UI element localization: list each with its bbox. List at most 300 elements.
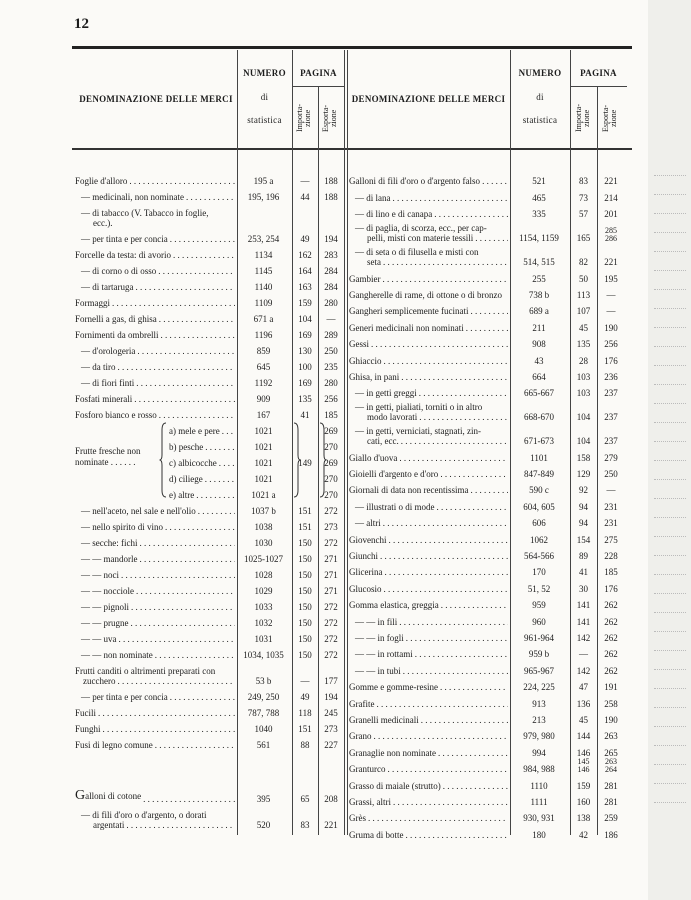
table-row <box>349 422 625 446</box>
item-name <box>75 394 235 404</box>
page-edge-line <box>654 346 686 348</box>
export-page-cell: 185 <box>604 567 618 578</box>
table-row <box>75 292 344 308</box>
numero-cell: 253, 254 <box>247 234 280 244</box>
name-line-2-text: modo lavorati <box>367 412 418 423</box>
fruit-group <box>75 420 344 500</box>
item-name <box>349 567 508 577</box>
dot-leader <box>387 535 509 545</box>
table-row <box>349 709 625 725</box>
item-name <box>349 682 508 692</box>
import-page-cell: — <box>300 176 310 186</box>
numero-cell: 195 a <box>253 176 274 186</box>
dot-leader <box>96 708 235 718</box>
export-page-cell: 272 <box>324 602 338 612</box>
page-edge-line <box>654 802 686 804</box>
table-row <box>75 734 344 750</box>
import-page-cell: 49 <box>300 234 310 244</box>
export-page-cell: 177 <box>324 676 338 686</box>
dot-leader <box>135 346 235 356</box>
dot-leader <box>468 306 508 316</box>
numero-cell: 180 <box>532 829 546 840</box>
right-index-column <box>349 170 625 840</box>
import-page-cell: 135 <box>298 394 312 404</box>
page-edge-line <box>654 441 686 443</box>
name-line-2 <box>355 257 508 267</box>
table-row <box>75 718 344 734</box>
dot-leader <box>116 362 236 372</box>
numero-cell: 961-964 <box>524 632 554 643</box>
page-edge-line <box>654 403 686 405</box>
item-name <box>349 306 508 316</box>
table-row <box>75 548 344 564</box>
initial-capital: G <box>75 788 86 803</box>
item-name-text: b) pesche <box>169 442 204 452</box>
item-name-text: — — in tubi <box>355 665 401 676</box>
table-row <box>75 702 344 718</box>
export-page-cell: 221 <box>604 176 618 187</box>
table-row <box>75 596 344 612</box>
page-edge-line <box>654 688 686 690</box>
item-name-text: — di fiori finti <box>81 378 135 388</box>
item-name <box>75 506 235 516</box>
dot-leader <box>369 339 508 349</box>
import-page-cell-stack <box>570 758 597 774</box>
item-name-text: Gioielli d'argento e d'oro <box>349 469 439 480</box>
dot-leader <box>464 323 508 333</box>
dot-leader <box>101 724 235 734</box>
import-page-cell: 129 <box>576 469 591 480</box>
table-row <box>349 643 625 659</box>
name-line-1: Frutti canditi o altrimenti preparati con <box>75 666 216 676</box>
export-page-cell: 256 <box>324 394 338 404</box>
import-page-cell: 94 <box>579 518 588 529</box>
numero-cell: 979, 980 <box>523 731 555 742</box>
brace-icon <box>159 422 167 498</box>
import-page-cell: 89 <box>579 551 588 562</box>
header-pagina-right: PAGINA <box>580 68 617 78</box>
item-name-text: — di lana <box>355 192 391 203</box>
item-name <box>349 402 508 422</box>
export-page-cell: 258 <box>604 698 618 709</box>
item-name <box>349 290 508 300</box>
name-line-2-text: pelli, misti con materie tessili <box>367 233 474 244</box>
item-name <box>349 426 508 446</box>
export-page-cell: 191 <box>604 682 618 693</box>
page-edge-line <box>654 422 686 424</box>
export-page-cell: 262 <box>604 600 618 611</box>
import-page-cell <box>570 758 597 774</box>
numero-cell: 211 <box>532 322 546 333</box>
export-page-cell: 271 <box>324 554 338 564</box>
import-page-cell: 45 <box>579 322 588 333</box>
export-page-cell: 262 <box>604 665 618 676</box>
import-page-cell: 159 <box>576 780 591 791</box>
import-page-cell: 28 <box>579 355 588 366</box>
import-page-cell: 104 <box>576 436 591 447</box>
page-edge-line <box>654 726 686 728</box>
page-edge-line <box>654 175 686 177</box>
item-name <box>349 502 508 512</box>
numero-cell: 465 <box>532 192 546 203</box>
numero-cell: 1021 <box>254 474 273 484</box>
export-page-cell: 194 <box>324 692 338 702</box>
page-edge-line <box>654 365 686 367</box>
item-name-text: Gangherelle di rame, di ottone o di bronzo <box>349 289 502 300</box>
import-page-cell: 169 <box>298 330 312 340</box>
import-page-cell: 113 <box>576 289 591 300</box>
import-page-cell: 144 <box>576 731 591 742</box>
export-page-cell: 270 <box>324 490 338 500</box>
import-page-cell: 103 <box>576 371 591 382</box>
export-page-cell: 272 <box>324 634 338 644</box>
item-name-text: Gruma di botte <box>349 829 404 840</box>
item-name-text: Grès <box>349 813 366 824</box>
page-edge-line <box>654 783 686 785</box>
page-edge-line <box>654 574 686 576</box>
export-page-cell: 262 <box>604 649 618 660</box>
export-page-cell: 227 <box>324 740 338 750</box>
numero-cell: 606 <box>532 518 546 529</box>
import-page-cell: 149 <box>298 458 312 468</box>
numero-cell: 1109 <box>254 298 273 308</box>
page-edge-line <box>654 460 686 462</box>
dot-leader <box>203 474 235 484</box>
numero-cell: 51, 52 <box>527 583 551 594</box>
dot-leader <box>397 617 508 627</box>
item-name <box>349 666 508 676</box>
export-page-cell-stack <box>597 758 625 774</box>
export-page-cell: 190 <box>604 714 618 725</box>
item-name <box>169 490 235 500</box>
numero-cell: 255 <box>532 273 546 284</box>
export-page-cell: 214 <box>604 192 618 203</box>
dot-leader <box>419 715 508 725</box>
item-name <box>75 330 235 340</box>
import-page-cell: 44 <box>300 192 310 202</box>
item-name-text: — di corno o di osso <box>81 266 157 276</box>
item-name <box>349 617 508 627</box>
item-name-text: Gomma elastica, greggia <box>349 600 439 611</box>
item-name-text: — nello spirito di vino <box>81 522 163 532</box>
export-page-cell: 228 <box>604 551 618 562</box>
page-edge-line <box>654 327 686 329</box>
export-page-cell <box>597 227 625 243</box>
numero-cell: 564-566 <box>524 551 554 562</box>
dot-leader <box>381 518 508 528</box>
dot-leader <box>381 257 508 267</box>
page-edge-line <box>654 669 686 671</box>
table-row <box>349 774 625 790</box>
item-name-text: Grafite <box>349 698 375 709</box>
import-page-cell: 45 <box>579 714 588 725</box>
item-name-text: — medicinali, non nominate <box>81 192 184 202</box>
export-page-cell: 275 <box>604 534 618 545</box>
table-row <box>349 495 625 511</box>
import-page-cell: 146 <box>576 747 591 758</box>
dot-leader <box>438 682 508 692</box>
table-row <box>349 267 625 283</box>
export-page-cell: 281 <box>604 780 618 791</box>
table-row <box>75 516 344 532</box>
table-row <box>75 356 344 372</box>
table-row <box>75 260 344 276</box>
numero-cell: 994 <box>532 747 546 758</box>
item-name-text: — da tiro <box>81 362 116 372</box>
adjacent-page-edge <box>648 0 691 900</box>
import-page-cell: 150 <box>298 650 312 660</box>
numero-cell: 984, 988 <box>523 764 555 775</box>
numero-cell: 847-849 <box>524 469 554 480</box>
numero-cell: 514, 515 <box>523 257 555 268</box>
table-row <box>349 349 625 365</box>
page-edge-line <box>654 232 686 234</box>
dot-leader <box>391 797 508 807</box>
name-line-1: — di seta o di filusella e misti con <box>355 247 479 258</box>
dot-leader <box>157 410 235 420</box>
dot-leader <box>417 388 508 398</box>
import-page-cell: 151 <box>298 522 312 532</box>
item-name <box>349 339 508 349</box>
export-page-cell: 221 <box>604 257 618 268</box>
table-row <box>75 404 344 420</box>
item-name <box>75 634 235 644</box>
table-row <box>349 528 625 544</box>
table-row <box>349 594 625 610</box>
table-row <box>349 203 625 219</box>
dot-leader <box>129 602 235 612</box>
import-page-cell: 73 <box>579 192 588 203</box>
name-line-1: — di tabacco (V. Tabacco in foglie, <box>81 208 209 218</box>
brace-icon <box>293 422 301 498</box>
page-edge-line <box>654 308 686 310</box>
dot-leader <box>401 666 508 676</box>
import-page-cell: 42 <box>579 829 588 840</box>
item-name-text: — illustrati o di mode <box>355 501 435 512</box>
table-row <box>349 692 625 708</box>
import-page-cell: 162 <box>298 250 312 260</box>
import-page-cell: 158 <box>576 452 591 463</box>
header-esportazione-left: Esporta- zione <box>321 104 338 132</box>
export-page-cell: 269 <box>324 426 338 436</box>
table-row <box>75 420 344 436</box>
name-line-2 <box>355 436 508 446</box>
item-name-text: Galloni di fili d'oro o d'argento falso <box>349 176 481 187</box>
table-row <box>75 308 344 324</box>
table-row <box>75 484 344 500</box>
page-edge-line <box>654 650 686 652</box>
item-name <box>349 518 508 528</box>
numero-cell: 561 <box>256 740 271 750</box>
export-page-cell: 237 <box>604 412 618 423</box>
item-name-text: Giovenchi <box>349 534 387 545</box>
name-line-2-text: seta <box>367 257 381 268</box>
item-name-text: — di tartaruga <box>81 282 134 292</box>
import-page-cell: 142 <box>576 632 591 643</box>
item-name <box>75 692 235 702</box>
table-row <box>75 500 344 516</box>
header-numero-left: NUMERO <box>243 68 286 78</box>
item-name <box>349 813 508 823</box>
numero-cell: 1110 <box>530 780 548 791</box>
export-page-cell: 279 <box>604 452 618 463</box>
item-name <box>349 699 508 709</box>
item-name-text: — — pignoli <box>81 602 130 612</box>
table-row <box>75 612 344 628</box>
dot-leader <box>435 502 509 512</box>
name-line-2 <box>81 218 235 228</box>
item-name <box>349 633 508 643</box>
dot-leader <box>171 250 235 260</box>
item-name <box>349 323 508 333</box>
header-name-right: DENOMINAZIONE DELLE MERCI <box>351 94 506 104</box>
import-page-cell: 88 <box>300 740 310 750</box>
numero-cell: 249, 250 <box>247 692 280 702</box>
item-name-text: — — prugne <box>81 618 129 628</box>
item-name <box>349 356 508 366</box>
page-edge-line <box>654 270 686 272</box>
numero-cell: 1192 <box>254 378 273 388</box>
import-page-cell: 160 <box>576 796 591 807</box>
numero-cell: 960 <box>532 616 546 627</box>
table-row <box>75 372 344 388</box>
dot-leader <box>129 618 236 628</box>
table-row <box>75 228 344 244</box>
export-page-cell: 270 <box>324 442 338 452</box>
export-page-cell: 271 <box>324 570 338 580</box>
numero-cell: 738 b <box>528 289 550 300</box>
import-page-cell: — <box>300 676 310 686</box>
dot-leader <box>438 469 508 479</box>
item-name <box>349 223 508 243</box>
export-page-cell: 250 <box>604 469 618 480</box>
dot-leader <box>399 436 508 446</box>
numero-cell: 913 <box>532 698 546 709</box>
dot-leader <box>119 570 235 580</box>
dot-leader <box>432 209 508 219</box>
export-page-cell: 186 <box>604 829 618 840</box>
item-name <box>75 522 235 532</box>
dot-leader <box>137 538 235 548</box>
export-page-cell: 280 <box>324 378 338 388</box>
header-statistica-right: statistica <box>522 115 558 125</box>
export-page-cell: 245 <box>324 708 338 718</box>
numero-cell: 1101 <box>530 452 548 463</box>
dot-leader <box>417 412 508 422</box>
export-page-cell: 176 <box>604 583 618 594</box>
dot-leader <box>404 633 508 643</box>
item-name <box>349 176 508 186</box>
numero-cell: 1021 <box>254 442 273 452</box>
item-name-text: Granaglie non nominate <box>349 747 436 758</box>
dot-leader <box>115 676 235 686</box>
export-page-cell: 272 <box>324 506 338 516</box>
numero-cell: 1025-1027 <box>244 554 283 564</box>
import-page-cell-part: 146 <box>577 765 590 775</box>
numero-cell: 1021 a <box>251 490 276 500</box>
item-name <box>349 485 508 495</box>
export-page-cell: 235 <box>324 362 338 372</box>
table-row <box>349 823 625 839</box>
export-page-cell: 272 <box>324 538 338 548</box>
numero-cell: 213 <box>532 714 546 725</box>
item-name-text: Grassi, altri <box>349 796 391 807</box>
table-row <box>349 219 625 243</box>
export-page-cell: 263 <box>604 731 618 742</box>
table-row <box>75 388 344 404</box>
import-page-cell: — <box>579 649 588 660</box>
item-name <box>349 764 508 774</box>
name-line-2-text: cati, ecc. <box>367 436 399 447</box>
page-edge-line <box>654 289 686 291</box>
export-page-cell: 190 <box>604 322 618 333</box>
import-page-cell: 135 <box>576 339 591 350</box>
import-page-cell: 83 <box>300 820 310 830</box>
numero-cell: 668-670 <box>524 412 554 423</box>
export-page-cell: 250 <box>324 346 338 356</box>
item-name <box>75 650 235 660</box>
numero-cell: 1021 <box>254 426 273 436</box>
item-name <box>75 176 235 186</box>
import-page-cell: 104 <box>298 314 312 324</box>
import-page-cell: 151 <box>298 506 312 516</box>
dot-leader <box>378 551 508 561</box>
numero-cell: 959 <box>532 600 546 611</box>
table-row <box>349 561 625 577</box>
numero-cell: 908 <box>532 339 546 350</box>
item-name-text: — — in fogli <box>355 632 404 643</box>
export-page-cell-part: 286 <box>605 234 617 244</box>
import-page-cell: 141 <box>576 616 591 627</box>
table-row <box>349 243 625 267</box>
table-row <box>349 791 625 807</box>
item-name <box>75 314 235 324</box>
import-page-cell: 41 <box>300 410 310 420</box>
table-row <box>75 644 344 660</box>
numero-cell: 1032 <box>254 618 273 628</box>
dot-leader <box>134 378 235 388</box>
item-name <box>75 740 235 750</box>
export-page-cell-part: 264 <box>605 765 617 775</box>
item-name <box>349 731 508 741</box>
table-row <box>75 468 344 484</box>
item-name <box>349 453 508 463</box>
item-name <box>349 193 508 203</box>
export-page-cell: 271 <box>324 586 338 596</box>
left-index-column <box>75 170 344 830</box>
table-row <box>75 564 344 580</box>
item-name-text: Giallo d'uova <box>349 452 398 463</box>
item-name <box>349 715 508 725</box>
import-page-cell: 141 <box>576 600 591 611</box>
item-name-text: Gomme e gomme-resine <box>349 682 438 693</box>
import-page-cell: 164 <box>298 266 312 276</box>
item-name-text: — d'orologeria <box>81 346 136 356</box>
numero-cell: 1031 <box>254 634 273 644</box>
item-name-text: Gambier <box>349 273 381 284</box>
table-row <box>349 741 625 757</box>
numero-cell: 1029 <box>254 586 273 596</box>
page-edge-line <box>654 612 686 614</box>
item-name <box>75 378 235 388</box>
item-name-text: Ghisa, in pani <box>349 371 400 382</box>
numero-cell: 395 <box>256 794 271 804</box>
item-name <box>349 247 508 267</box>
page-edge-line <box>654 251 686 253</box>
dot-leader <box>153 650 235 660</box>
header-importazione-right: Importa- zione <box>574 104 591 132</box>
table-row <box>75 276 344 292</box>
